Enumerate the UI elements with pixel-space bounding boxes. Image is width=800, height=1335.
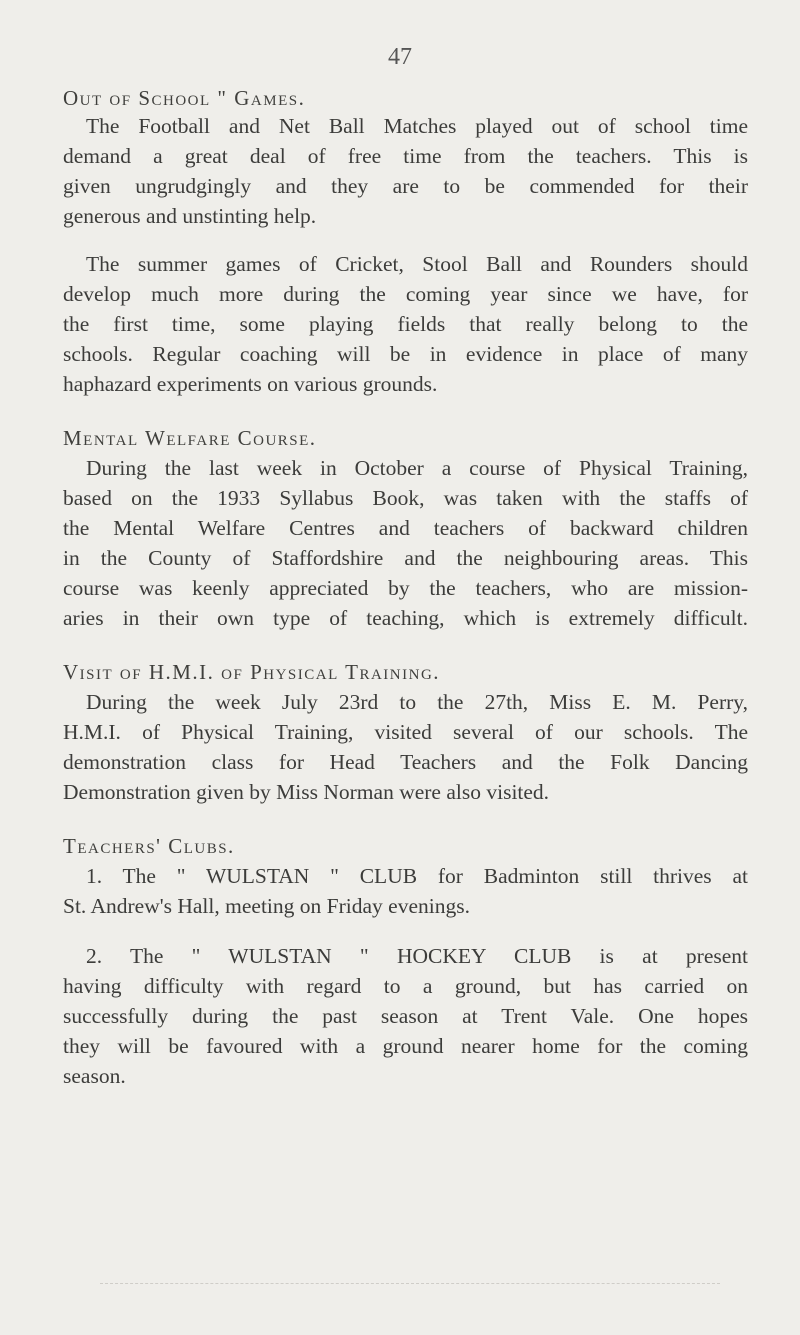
paragraph-line: demonstration class for Head Teachers and the Folk Dancing — [63, 750, 748, 774]
paragraph-line: course was keenly appreciated by the teachers, who are mission- — [63, 576, 748, 600]
paragraph-line: haphazard experiments on various grounds. — [63, 372, 438, 396]
section-heading-mental-welfare-course: Mental Welfare Course. — [63, 426, 317, 450]
section-heading-out-of-school-games: Out of School " Games. — [63, 86, 306, 110]
paragraph-line: St. Andrew's Hall, meeting on Friday evenings. — [63, 894, 470, 918]
paragraph-line: having difficulty with regard to a ground, but has carried on — [63, 974, 748, 998]
paragraph-line: 2. The " WULSTAN " HOCKEY CLUB is at present — [86, 944, 748, 968]
paragraph-line: the first time, some playing fields that really belong to the — [63, 312, 748, 336]
paragraph-line: Demonstration given by Miss Norman were also visited. — [63, 780, 550, 804]
paragraph-line: schools. Regular coaching will be in evidence in place of many — [63, 342, 748, 366]
section-heading-visit-of-hmi: Visit of H.M.I. of Physical Training. — [63, 660, 441, 684]
page-bottom-rule — [100, 1283, 720, 1285]
paragraph-line: based on the 1933 Syllabus Book, was taken with the staffs of — [63, 486, 748, 510]
paragraph-line: generous and unstinting help. — [63, 204, 317, 228]
paragraph-line: During the last week in October a course of Physical Training, — [86, 456, 748, 480]
paragraph-line: During the week July 23rd to the 27th, Miss E. M. Perry, — [86, 690, 748, 714]
paragraph-line: The Football and Net Ball Matches played out of school time — [86, 114, 748, 138]
paragraph-line: aries in their own type of teaching, which is extremely difficult. — [63, 606, 748, 630]
paragraph-line: they will be favoured with a ground nearer home for the coming — [63, 1034, 748, 1058]
paragraph-line: H.M.I. of Physical Training, visited several of our schools. The — [63, 720, 748, 744]
paragraph-line: demand a great deal of free time from the teachers. This is — [63, 144, 748, 168]
section-heading-teachers-clubs: Teachers' Clubs. — [63, 834, 235, 858]
paragraph-line: develop much more during the coming year since we have, for — [63, 282, 748, 306]
paragraph-line: 1. The " WULSTAN " CLUB for Badminton still thrives at — [86, 864, 748, 888]
paragraph-line: successfully during the past season at Trent Vale. One hopes — [63, 1004, 748, 1028]
paragraph-line: given ungrudgingly and they are to be commended for their — [63, 174, 748, 198]
paragraph-line: The summer games of Cricket, Stool Ball and Rounders should — [86, 252, 748, 276]
paragraph-line: the Mental Welfare Centres and teachers of backward children — [63, 516, 748, 540]
paragraph-line: in the County of Staffordshire and the neighbouring areas. This — [63, 546, 748, 570]
paragraph-line: season. — [63, 1064, 126, 1088]
page-number: 47 — [388, 44, 412, 70]
